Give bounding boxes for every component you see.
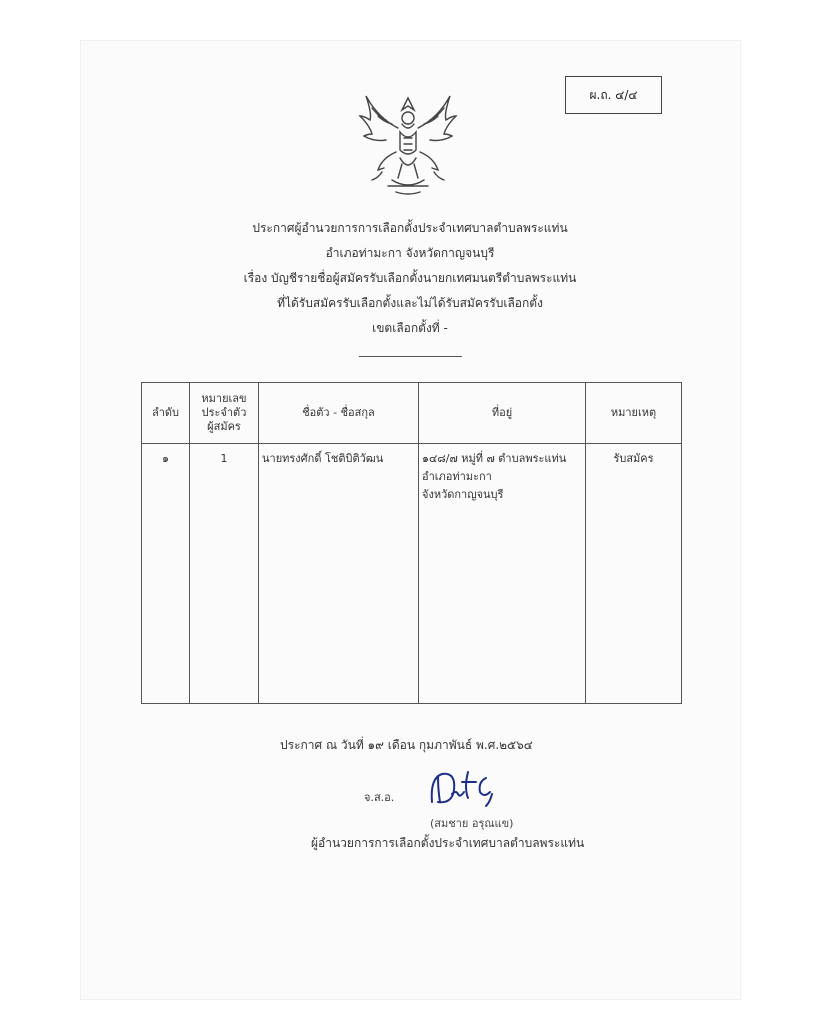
header-candidate-no-line-1: หมายเลข (201, 392, 247, 405)
address-line-2: อำเภอท่ามะกา (422, 470, 492, 483)
header-candidate-no-line-2: ประจำตัว (201, 406, 247, 419)
header-address: ที่อยู่ (419, 383, 586, 444)
cell-address (419, 444, 586, 704)
table-header-row (142, 383, 682, 444)
cell-candidate-no: 1 (190, 444, 259, 704)
heading-line-2: อำเภอท่ามะกา จังหวัดกาญจนบุรี (325, 246, 495, 260)
address-line-3: จังหวัดกาญจนบุรี (422, 488, 504, 501)
header-remark: หมายเหตุ (586, 383, 682, 444)
cell-remark: รับสมัคร (586, 444, 682, 704)
header-name: ชื่อตัว - ชื่อสกุล (259, 383, 419, 444)
table-row (142, 444, 682, 704)
address-line-1: ๑๔๘/๗ หมู่ที่ ๗ ตำบลพระแท่น (422, 452, 567, 465)
header-no: ลำดับ (142, 383, 190, 444)
cell-no: ๑ (142, 444, 190, 704)
heading-line-1: ประกาศผู้อำนวยการการเลือกตั้งประจำเทศบาลตำบลพระแท่น (252, 221, 568, 235)
form-code: ผ.ถ. ๔/๔ (589, 87, 638, 102)
heading-line-5: เขตเลือกตั้งที่ - (372, 321, 448, 335)
signer-name: (สมชาย อรุณแข) (430, 817, 514, 830)
divider-line (359, 356, 462, 357)
header-candidate-no-line-3: ผู้สมัคร (207, 420, 241, 433)
garuda-emblem-icon (358, 88, 458, 196)
form-code-box (565, 76, 662, 114)
announcement-date: ประกาศ ณ วันที่ ๑๙ เดือน กุมภาพันธ์ พ.ศ.๒๕๖๔ (280, 738, 533, 752)
heading-line-4: ที่ได้รับสมัครรับเลือกตั้งและไม่ได้รับสมัครรับเลือกตั้ง (277, 296, 543, 310)
signer-title: ผู้อำนวยการการเลือกตั้งประจำเทศบาลตำบลพระแท่น (311, 836, 585, 850)
cell-name: นายทรงศักดิ์ โชติบิติวัฒน (259, 444, 419, 704)
handwritten-signature-icon (424, 764, 504, 814)
header-candidate-no (190, 383, 259, 444)
candidate-table (141, 382, 682, 704)
signature-rank-label: จ.ส.อ. (364, 791, 395, 804)
heading-line-3: เรื่อง บัญชีรายชื่อผู้สมัครรับเลือกตั้งนายกเทศมนตรีตำบลพระแท่น (243, 271, 577, 285)
